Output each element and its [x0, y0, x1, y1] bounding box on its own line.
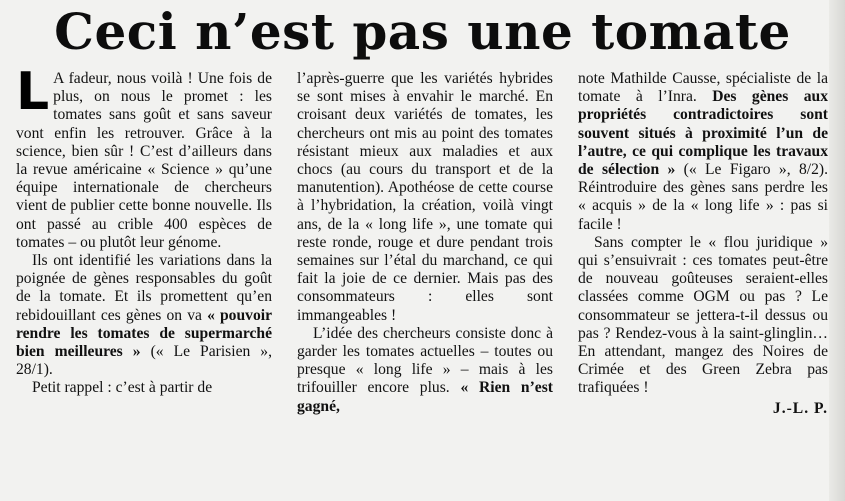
- author-signature: J.-L. P.: [772, 399, 828, 417]
- citation-parisien: (« Le Parisien », 28/1).: [16, 343, 272, 379]
- article-headline: Ceci n’est pas une tomate: [54, 2, 791, 61]
- column-1: [16, 62, 272, 495]
- paragraph-text: note Mathilde Causse, spécialiste de la tomate à l’Inra.: [578, 70, 828, 106]
- drop-cap: L: [16, 62, 50, 122]
- quote-causse: Des gènes aux propriétés contradictoires sont souvent situés à proximité l’un de l’autre, ce qui complique les travaux de sélection »: [578, 88, 829, 179]
- paragraph-idee: [297, 325, 553, 416]
- adjacent-column-edge: [829, 0, 845, 501]
- column-3: [578, 70, 828, 495]
- paragraph-variations: [16, 252, 272, 379]
- paragraph-text: Ils ont identifié les variations dans la poignée de gènes responsables du goût de la tomate. Et ils promettent qu’en rebidouillant ces gènes on va: [16, 252, 272, 324]
- paragraph-flou: Sans compter le « flou juridique » qui s’ensuivrait : ces tomates peut-être de nouveau goûteuses seraient-elles classées comme OGM ou pas ? Le consommateur se jettera-t-il dessus ou pas ? Rendez-vous à la saint-glinglin… En attendant, mangez des Noires de Crimée et des Green Zebra pas trafiquées !: [578, 233, 828, 397]
- paragraph-hybrides: l’après-guerre que les variétés hybrides se sont mises à envahir le marché. En croisant deux variétés de tomates, les chercheurs ont mis au point des tomates résistant mieux aux maladies et aux chocs (au cours du transport et de la manutention). Apothéose de cette course à l’hybridation, la création, voilà vingt ans, de la « long life », une tomate qui reste ronde, rouge et dure pendant trois semaines sur l’étal du marchand, ce qui fait la joie de ce dernier. Mais pas des consommateurs : elles sont immangeables !: [297, 70, 553, 324]
- paragraph-text: L’idée des chercheurs consiste donc à garder les tomates actuelles – toutes ou presque « long life » – mais à les trifouiller encore plus.: [297, 324, 553, 397]
- paragraph-causse: [578, 70, 828, 234]
- quote-start: « Rien n’est gagné,: [297, 379, 553, 415]
- paragraph-intro-text: A fadeur, nous voilà ! Une fois de plus, on nous le promet : les tomates sans goût et sans saveur vont enfin les retrouver. Grâce à la science, bien sûr ! C’est d’ailleurs dans la revue américaine « Science » qu’une équipe internationale de chercheurs vient de publier cette bonne nouvelle. Ils ont passé au crible 400 espèces de tomates – ou plutôt leur génome.: [16, 70, 272, 251]
- column-2: [297, 70, 553, 495]
- paragraph-rappel: Petit rappel : c’est à partir de: [32, 379, 213, 397]
- paragraph-intro: [16, 62, 272, 252]
- citation-figaro: (« Le Figaro », 8/2). Réintroduire des gènes sans perdre les « acquis » de la « long life » : pas si facile !: [578, 161, 828, 233]
- quote-parisien: « pouvoir rendre les tomates de supermarché bien meilleures »: [16, 306, 272, 361]
